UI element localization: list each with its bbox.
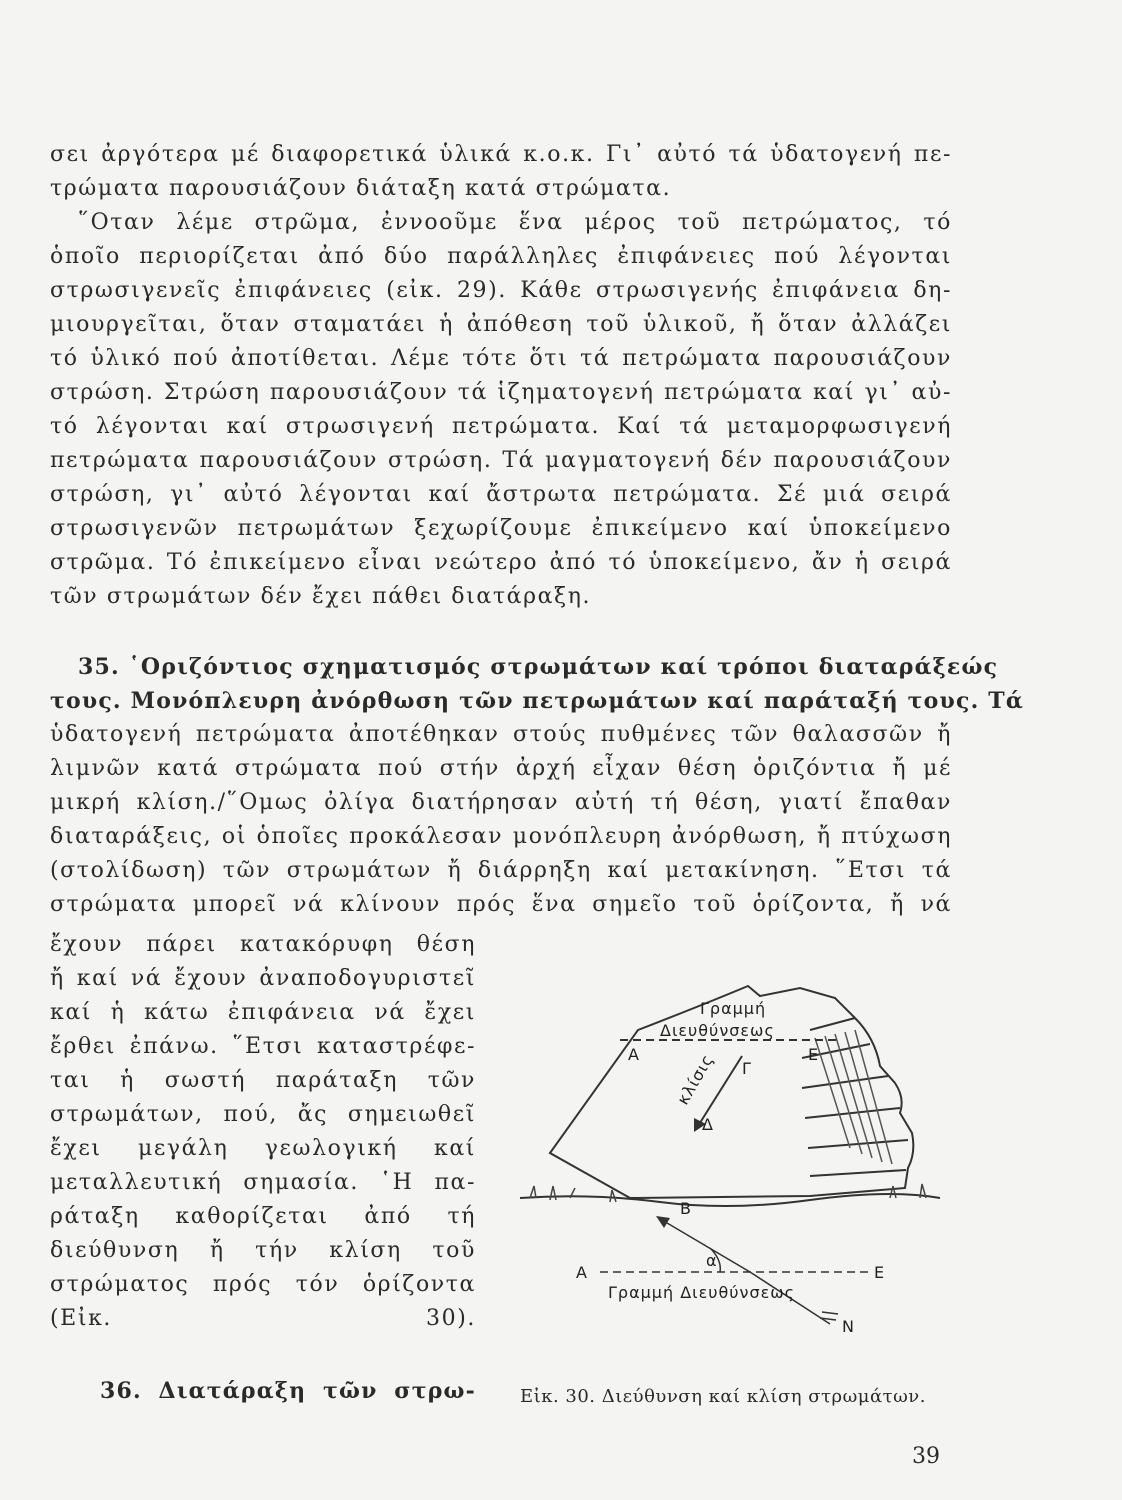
text-line: στρωσιγενεῖς ἐπιφάνειες (εἰκ. 29). Κάθε στρωσιγενής ἐπιφάνεια δη- xyxy=(50,278,952,303)
label-dieuthynseos: Διευθύνσεως xyxy=(660,1021,775,1040)
label-strike-line: Γραμμή Διευθύνσεως xyxy=(608,1283,796,1302)
text-line: στρώματος πρός τόν ὁρίζοντα xyxy=(50,1272,476,1297)
text-line: στρωσιγενῶν πετρωμάτων ξεχωρίζουμε ἐπικείμενο καί ὑποκείμενο xyxy=(50,516,952,541)
text-line: τρώματα παρουσιάζουν διάταξη κατά στρώματα. xyxy=(50,176,672,201)
text-line: στρώση, γι᾽ αὐτό λέγονται καί ἄστρωτα πετρώματα. Σέ μιά σειρά xyxy=(50,482,952,507)
text-line: ἔρθει ἐπάνω. ῞Ετσι καταστρέφε- xyxy=(50,1034,476,1059)
text-line: τῶν στρωμάτων δέν ἔχει πάθει διατάραξη. xyxy=(50,584,592,609)
dip-direction-arrowhead xyxy=(656,1216,670,1228)
text-line: στρωμάτων, πού, ἄς σημειωθεῖ xyxy=(50,1102,476,1127)
text-line: στρώματα μπορεῖ νά κλίνουν πρός ἕνα σημεῖο τοῦ ὁρίζοντα, ἤ νά xyxy=(50,892,952,917)
rock-strata xyxy=(802,1018,908,1176)
text-line: μικρή κλίση./῞Ομως ὀλίγα διατήρησαν αὐτή τή θέση, γιατί ἔπαθαν xyxy=(50,790,952,815)
text-line: μιουργεῖται, ὅταν σταματάει ἡ ἀπόθεση τοῦ ὑλικοῦ, ἤ ὅταν ἀλλάζει xyxy=(50,312,952,337)
text-line: ται ἡ σωστή παράταξη τῶν xyxy=(50,1068,476,1093)
text-line: τό ὑλικό πού ἀποτίθεται. Λέμε τότε ὅτι τά πετρώματα παρουσιάζουν xyxy=(50,346,952,371)
text-line: ὑδατογενή πετρώματα ἀποτέθηκαν στούς πυθμένες τῶν θαλασσῶν ἤ xyxy=(50,722,952,747)
text-line: πετρώματα παρουσιάζουν στρώση. Τά μαγματογενή δέν παρουσιάζουν xyxy=(50,448,952,473)
label-n: Ν xyxy=(842,1317,855,1336)
paragraph-1 xyxy=(50,138,952,206)
label-e-top: Ε xyxy=(808,1045,820,1064)
ground-line xyxy=(520,1194,940,1206)
label-a-top: Α xyxy=(628,1045,640,1064)
text-line: καί ἡ κάτω ἐπιφάνεια νά ἔχει xyxy=(50,1000,476,1025)
label-a-bottom: Α xyxy=(576,1263,588,1282)
label-d: Δ xyxy=(702,1115,714,1134)
section-36-heading: 36. Διατάραξη τῶν στρω- xyxy=(100,1378,476,1404)
text-line: (Εἰκ. 30). xyxy=(50,1306,476,1331)
text-line: στρῶμα. Τό ἐπικείμενο εἶναι νεώτερο ἀπό τό ὑποκείμενο, ἄν ἡ σειρά xyxy=(50,550,952,575)
text-line: ἔχουν πάρει κατακόρυφη θέση xyxy=(50,932,476,957)
section-35 xyxy=(50,650,1024,922)
text-line: ἤ καί νά ἔχουν ἀναποδογυριστεῖ xyxy=(50,966,476,991)
figure-caption: Εἰκ. 30. Διεύθυνση καί κλίση στρωμάτων. xyxy=(520,1386,926,1407)
text-line: ῞Οταν λέμε στρῶμα, ἐννοοῦμε ἕνα μέρος τοῦ πετρώματος, τό xyxy=(78,210,952,235)
section-heading: τους. Μονόπλευρη ἀνόρθωση τῶν πετρωμάτων καί παράταξή τους. Τά xyxy=(50,688,1024,714)
label-klisis: κλίσις xyxy=(673,1050,718,1108)
label-e-bottom: Ε xyxy=(874,1263,886,1282)
text-line: ὁποῖο περιορίζεται ἀπό δύο παράλληλες ἐπιφάνειες πού λέγονται xyxy=(50,244,952,269)
text-line: ράταξη καθορίζεται ἀπό τή xyxy=(50,1204,476,1229)
text-line: (στολίδωση) τῶν στρωμάτων ἤ διάρρηξη καί μετακίνηση. ῞Ετσι τά xyxy=(50,858,952,883)
text-line: μεταλλευτική σημασία. ῾Η πα- xyxy=(50,1170,476,1195)
strata-strike-dip-figure xyxy=(510,948,950,1368)
label-b: Β xyxy=(680,1199,692,1218)
section-heading: 35. ῾Οριζόντιος σχηματισμός στρωμάτων καί τρόποι διαταράξεώς xyxy=(78,654,999,680)
label-alpha: α xyxy=(706,1251,718,1270)
label-gramme: Γραμμή xyxy=(700,999,767,1018)
label-g: Γ xyxy=(742,1059,752,1078)
text-line: σει ἀργότερα μέ διαφορετικά ὑλικά κ.ο.κ. Γι᾽ αὐτό τά ὑδατογενή πε- xyxy=(50,142,952,167)
grass xyxy=(530,1184,926,1202)
text-line: τό λέγονται καί στρωσιγενή πετρώματα. Καί τά μεταμορφωσιγενή xyxy=(50,414,952,439)
text-line: διεύθυνση ἤ τήν κλίση τοῦ xyxy=(50,1238,476,1263)
page-number: 39 xyxy=(912,1444,940,1469)
north-tick-1 xyxy=(822,1312,838,1314)
paragraph-2 xyxy=(50,206,952,614)
text-line: στρώση. Στρώση παρουσιάζουν τά ἱζηματογενή πετρώματα καί γι᾽ αὐ- xyxy=(50,380,952,405)
text-line: διαταράξεις, οἱ ὁποῖες προκάλεσαν μονόπλευρη ἀνόρθωση, ἤ πτύχωση xyxy=(50,824,952,849)
text-line: ἔχει μεγάλη γεωλογική καί xyxy=(50,1136,476,1161)
wrapped-paragraph xyxy=(50,928,476,1336)
text-line: λιμνῶν κατά στρώματα πού στήν ἀρχή εἶχαν θέση ὁριζόντια ἤ μέ xyxy=(50,756,952,781)
